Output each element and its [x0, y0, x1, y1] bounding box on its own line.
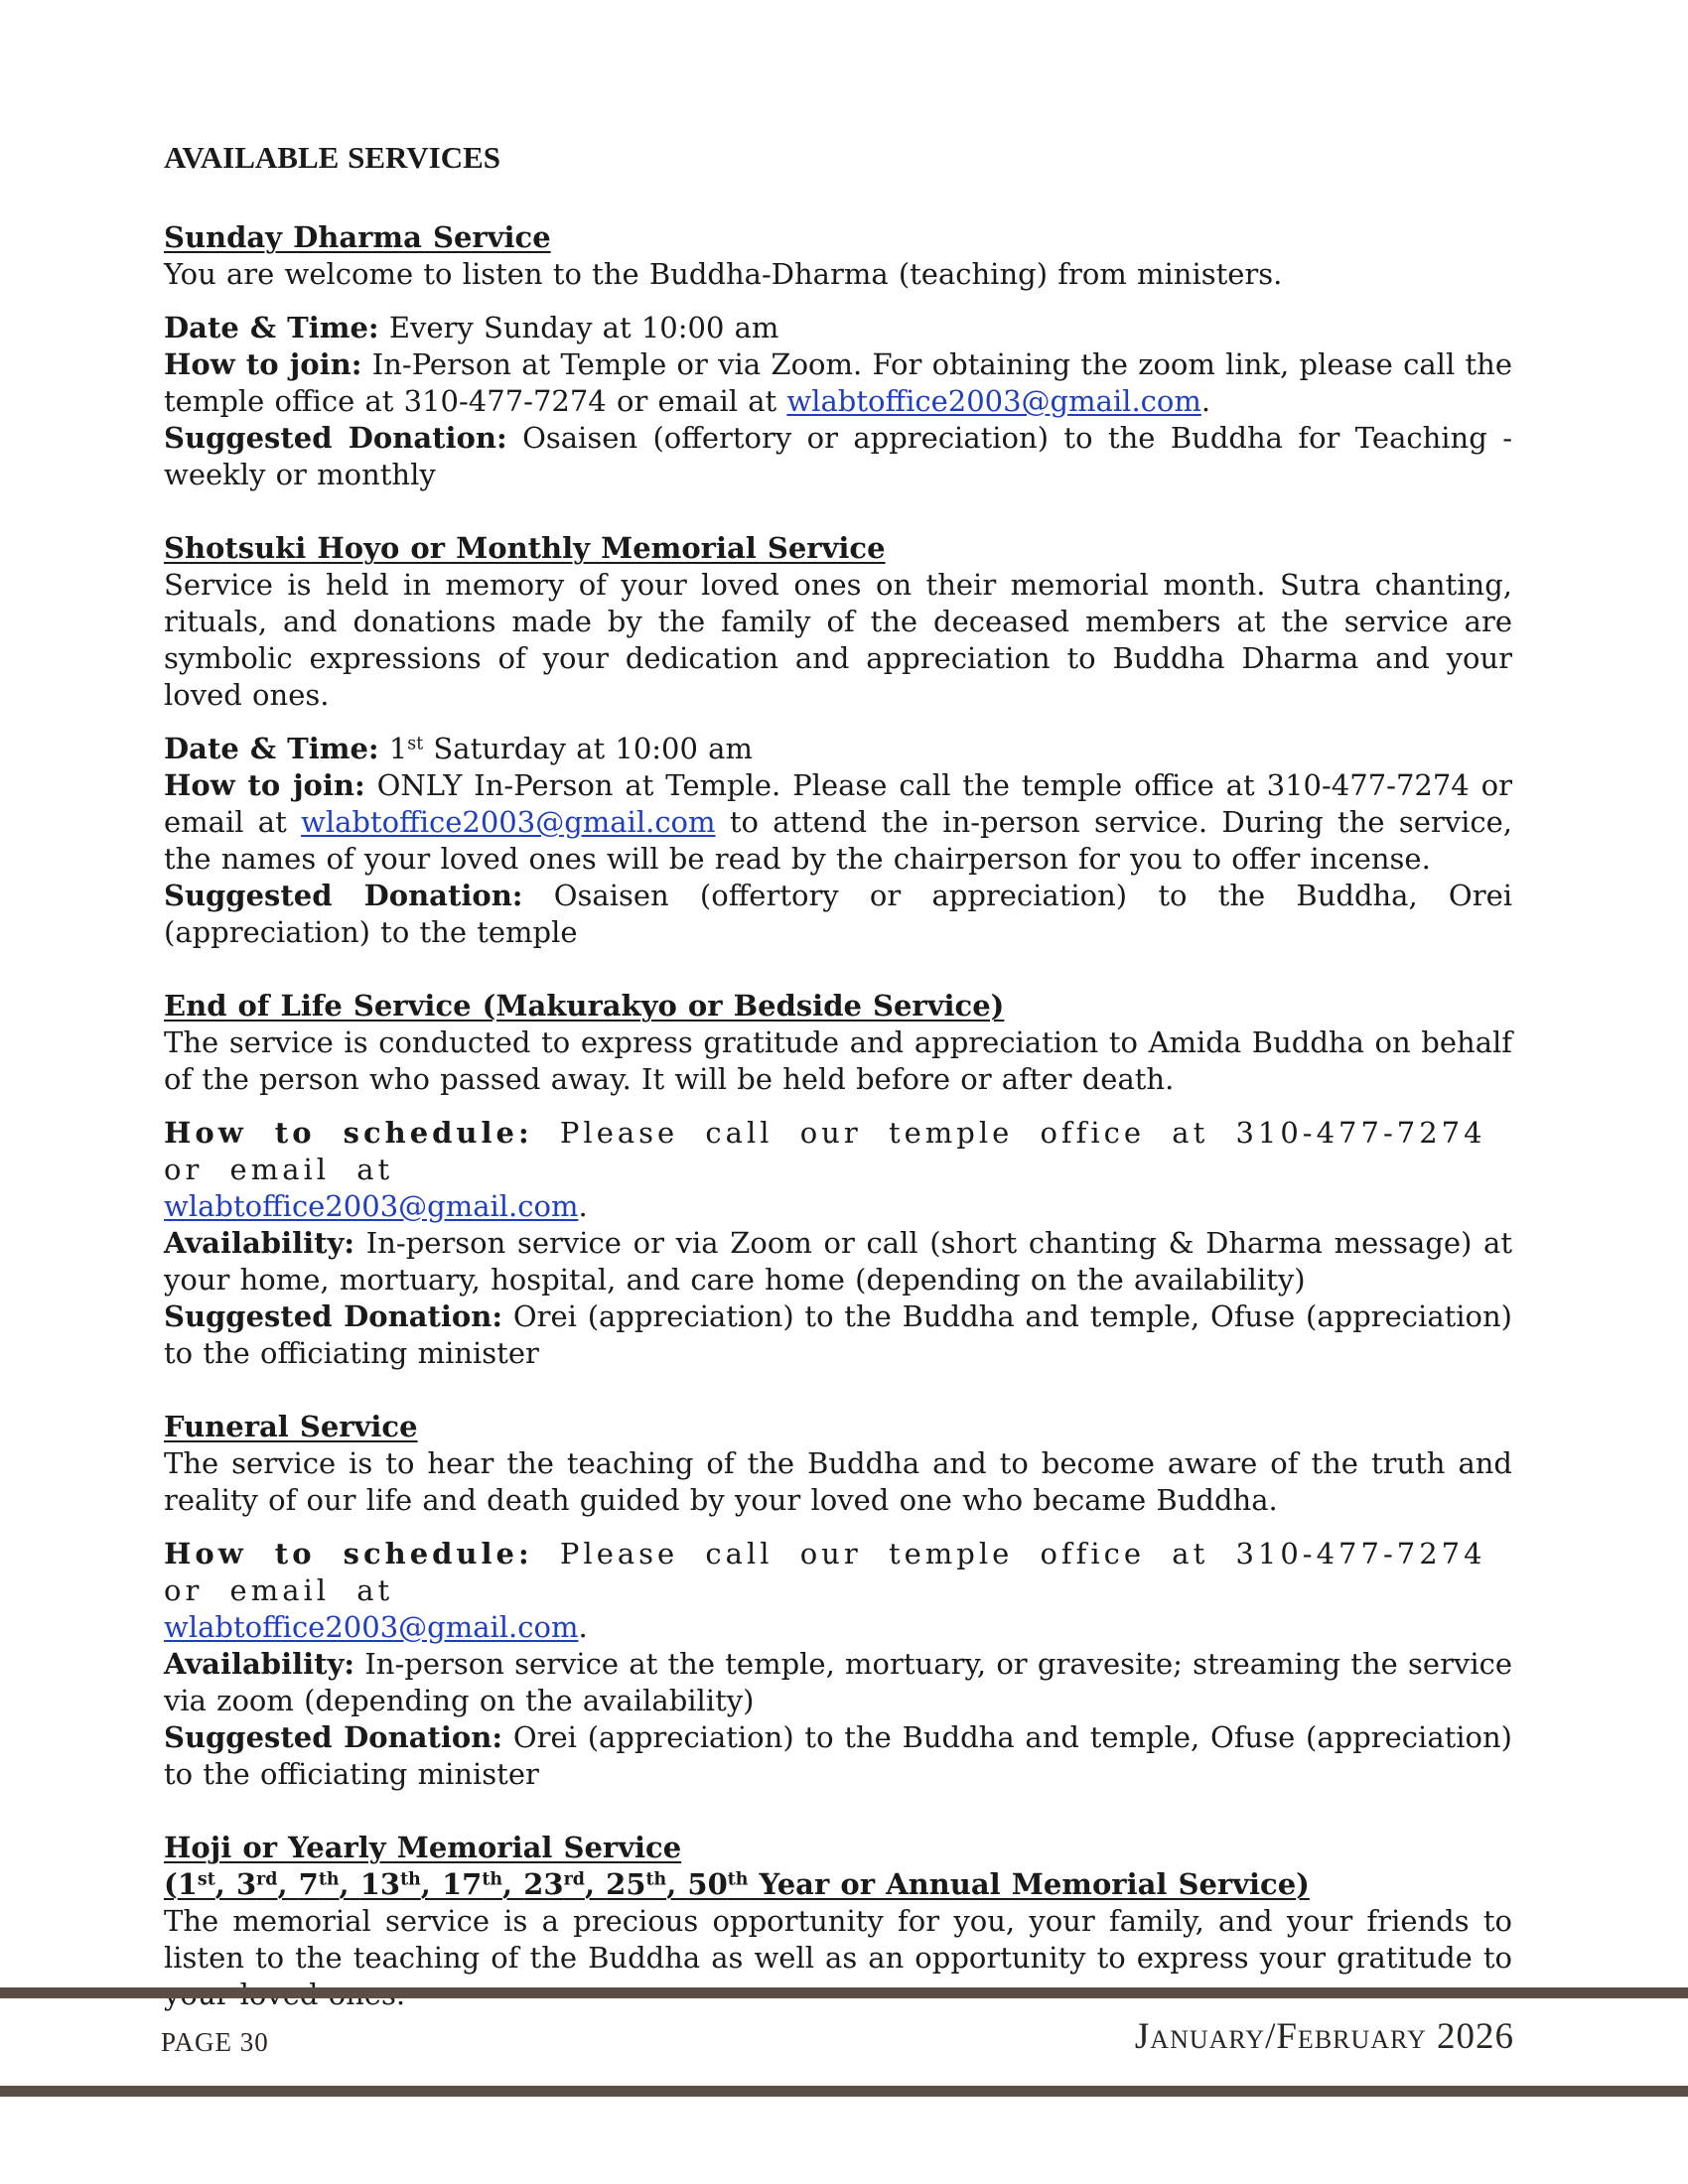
footer-bottom-rule	[0, 2086, 1688, 2097]
availability-text: In-person service or via Zoom or call (short chanting & Dharma message) at your home, mortuary, hospital, and care home (depending on the availability)	[164, 1226, 1513, 1297]
section-end-of-life	[164, 988, 1512, 1372]
section-description: The service is to hear the teaching of the Buddha and to become aware of the truth and reality of our life and death guided by your loved one who became Buddha.	[164, 1446, 1512, 1517]
year-50-ordinal: th	[727, 1869, 749, 1890]
year-23-ordinal: rd	[563, 1869, 585, 1890]
year-25-num: 25	[606, 1867, 646, 1901]
how-to-join-text: ONLY In-Person at Temple. Please call the temple office at 310-477-7274 or email at	[164, 768, 1513, 839]
footer-top-rule	[0, 1987, 1688, 1998]
page-title: AVAILABLE SERVICES	[164, 140, 501, 175]
date-num: 1	[388, 732, 408, 765]
how-to-join-label: How to join:	[164, 768, 365, 802]
email-row: wlabtoffice2003@gmail.com.	[164, 1189, 588, 1223]
section-title: End of Life Service (Makurakyo or Bedside Service)	[164, 989, 1005, 1023]
section-title: Shotsuki Hoyo or Monthly Memorial Service	[164, 531, 886, 565]
date-time-label: Date & Time:	[164, 311, 379, 344]
section-description: The memorial service is a precious opportunity for you, your family, and your friends to listen to the teaching of the Buddha as well as an opportunity to express your gratitude to	[164, 1904, 1512, 1975]
date-time-value: Every Sunday at 10:00 am	[388, 311, 779, 344]
year-23-num: 23	[523, 1867, 564, 1901]
section-title: Sunday Dharma Service	[164, 220, 551, 254]
date-time-value: Saturday at 10:00 am	[433, 732, 753, 765]
donation-row	[164, 878, 1512, 951]
donation-label: Suggested Donation:	[164, 421, 507, 455]
section-description: Service is held in memory of your loved ones on their memorial month. Sutra chanting, rituals, and donations made by the family of the deceased members at the service are symbolic expressions of your dedication and appreciation to Buddha Dharma and your loved ones.	[164, 568, 1512, 712]
section-shotsuki-hoyo	[164, 530, 1512, 951]
section-title: Funeral Service	[164, 1410, 418, 1443]
how-to-schedule-row	[164, 1536, 1512, 1609]
year-13-num: 13	[359, 1867, 401, 1901]
donation-text: Orei (appreciation) to the Buddha and temple, Ofuse (appreciation) to the officiating minister	[164, 1299, 1512, 1370]
year-17-ordinal: th	[482, 1869, 503, 1890]
donation-row	[164, 1298, 1512, 1372]
how-to-join-row	[164, 767, 1512, 878]
availability-text: In-person service at the temple, mortuary, or gravesite; streaming the service via zoom (depending on the availability)	[164, 1647, 1512, 1717]
email-link[interactable]: wlabtoffice2003@gmail.com	[301, 805, 716, 839]
donation-text: Orei (appreciation) to the Buddha and temple, Ofuse (appreciation) to the officiating minister	[164, 1720, 1512, 1791]
date-time-row	[164, 731, 1512, 767]
issue-date: January/February 2026	[1134, 2016, 1514, 2057]
date-ordinal: st	[407, 734, 424, 754]
how-to-join-text-continued: to attend the in-person service. During the service, the names of your loved ones will be read by the chairperson for you to offer incense.	[164, 805, 1513, 876]
donation-row	[164, 420, 1512, 493]
year-3-ordinal: rd	[256, 1869, 278, 1890]
availability-row	[164, 1225, 1512, 1298]
section-hoji	[164, 1830, 1512, 2013]
year-1-ordinal: st	[197, 1869, 215, 1890]
donation-text: Osaisen (offertory or appreciation) to the Buddha, Orei (appreciation) to the temple	[164, 879, 1512, 949]
how-to-join-text: In-Person at Temple or via Zoom. For obtaining the zoom link, please call the temple office at 310-477-7274 or email at	[164, 347, 1513, 418]
email-row: wlabtoffice2003@gmail.com.	[164, 1610, 588, 1644]
section-description: You are welcome to listen to the Buddha-Dharma (teaching) from ministers.	[164, 257, 1283, 291]
year-7-ordinal: th	[318, 1869, 340, 1890]
donation-text: Osaisen (offertory or appreciation) to the Buddha for Teaching - weekly or monthly	[164, 421, 1513, 491]
donation-label: Suggested Donation:	[164, 1720, 503, 1754]
page-content	[164, 139, 1512, 2050]
section-title: Hoji or Yearly Memorial Service	[164, 1831, 682, 1864]
year-25-ordinal: th	[645, 1869, 667, 1890]
page-number: PAGE 30	[161, 2027, 269, 2057]
year-17-num: 17	[442, 1867, 483, 1901]
section-sunday-dharma	[164, 219, 1512, 493]
availability-label: Availability:	[164, 1647, 355, 1681]
how-to-join-label: How to join:	[164, 347, 362, 381]
donation-row	[164, 1719, 1512, 1793]
year-50-num: 50	[687, 1867, 728, 1901]
how-to-schedule-text: Please call our temple office at 310-477-7274 or email at	[164, 1116, 1486, 1186]
how-to-schedule-text: Please call our temple office at 310-477-7274 or email at	[164, 1537, 1486, 1607]
availability-label: Availability:	[164, 1226, 355, 1260]
date-time-row	[164, 310, 1512, 346]
how-to-join-row: How to join: In-Person at Temple or via Zoom. For obtaining the zoom link, please call the temple office at 310-477-7274 or email at wlabtoffice2003@gmail.com.	[164, 347, 1513, 418]
date-time-label: Date & Time:	[164, 732, 379, 765]
email-link[interactable]: wlabtoffice2003@gmail.com	[164, 1610, 579, 1644]
subtitle-tail: Year or Annual Memorial Service	[759, 1867, 1297, 1901]
donation-label: Suggested Donation:	[164, 1299, 503, 1333]
year-13-ordinal: th	[400, 1869, 421, 1890]
how-to-schedule-row	[164, 1115, 1512, 1188]
email-link[interactable]: wlabtoffice2003@gmail.com	[164, 1189, 579, 1223]
year-3-num: 3	[235, 1867, 257, 1901]
section-funeral	[164, 1409, 1512, 1793]
section-description: The service is conducted to express gratitude and appreciation to Amida Buddha on behalf of the person who passed away. It will be held before or after death.	[164, 1025, 1512, 1096]
donation-label: Suggested Donation:	[164, 879, 523, 912]
availability-row	[164, 1646, 1512, 1719]
how-to-schedule-label: How to schedule:	[164, 1537, 533, 1570]
email-link[interactable]: wlabtoffice2003@gmail.com	[786, 384, 1201, 418]
how-to-schedule-label: How to schedule:	[164, 1116, 533, 1150]
section-subtitle: (1st, 3rd, 7th, 13th, 17th, 23rd, 25th, 50th Year or Annual Memorial Service)	[164, 1867, 1310, 1901]
year-7-num: 7	[298, 1867, 319, 1901]
year-1-num: 1	[177, 1867, 198, 1901]
